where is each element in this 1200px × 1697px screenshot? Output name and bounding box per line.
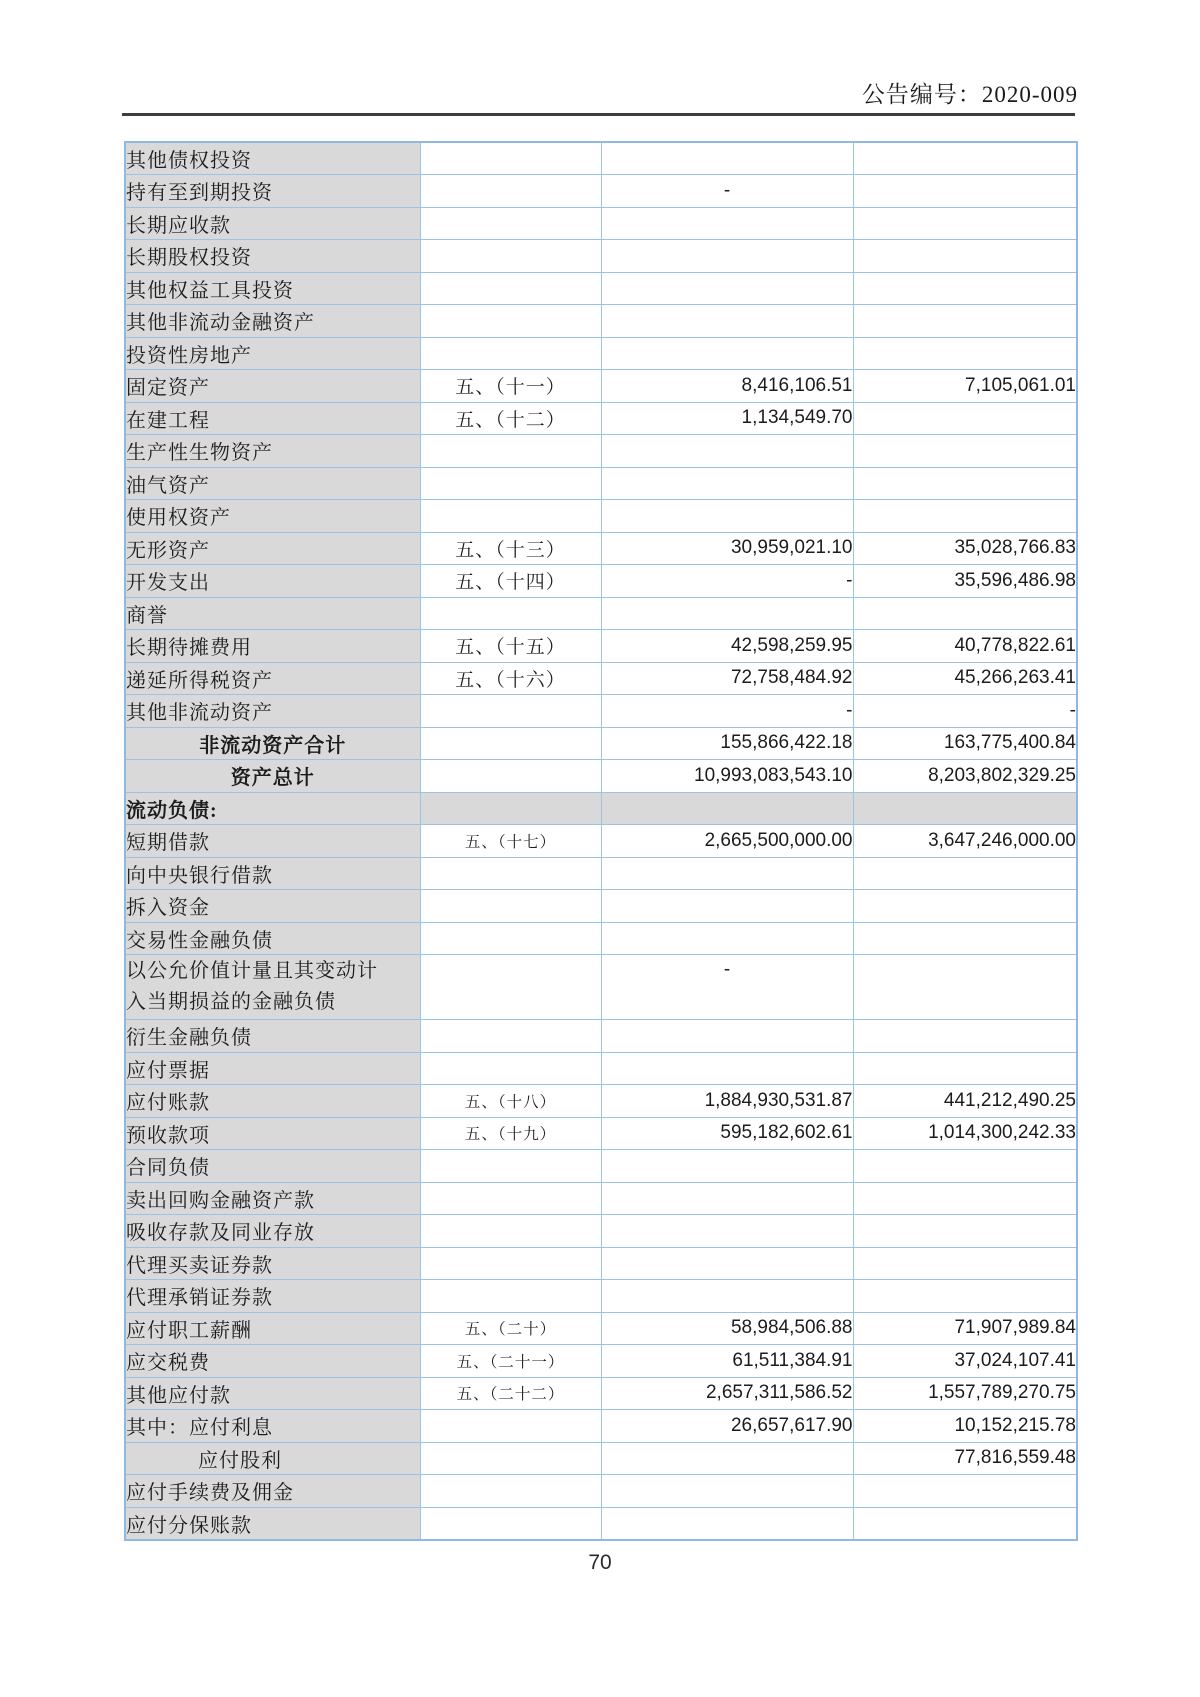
- item-label-cell: 应付分保账款: [125, 1507, 420, 1540]
- table-row: [125, 402, 1077, 435]
- note-ref-cell: 五、（二十二）: [420, 1377, 601, 1410]
- closing-balance-cell: [601, 922, 853, 955]
- table-row: [125, 1052, 1077, 1085]
- table-row: [125, 565, 1077, 598]
- closing-balance-cell: 72,758,484.92: [601, 662, 853, 695]
- note-ref-cell: [420, 727, 601, 760]
- item-label-cell: 应付手续费及佣金: [125, 1475, 420, 1508]
- opening-balance-cell: [853, 500, 1077, 533]
- balance-sheet-table: [124, 141, 1078, 1541]
- item-label-line1: 以公允价值计量且其变动计: [126, 960, 378, 982]
- opening-balance-cell: [853, 1182, 1077, 1215]
- item-label-cell: 代理买卖证券款: [125, 1247, 420, 1280]
- note-ref-cell: 五、（十七）: [420, 825, 601, 858]
- closing-balance-cell: [601, 1052, 853, 1085]
- item-label-cell: 应交税费: [125, 1345, 420, 1378]
- opening-balance-cell: [853, 305, 1077, 338]
- item-label-cell: 长期待摊费用: [125, 630, 420, 663]
- item-label-cell: 应付账款: [125, 1085, 420, 1118]
- table-row: [125, 1442, 1077, 1475]
- table-row: [125, 370, 1077, 403]
- table-row: [125, 1085, 1077, 1118]
- opening-balance-cell: [853, 597, 1077, 630]
- balance-sheet-body: [125, 142, 1077, 1540]
- closing-balance-cell: [601, 467, 853, 500]
- note-ref-cell: [420, 857, 601, 890]
- note-ref-cell: 五、（十二）: [420, 402, 601, 435]
- note-ref-cell: [420, 1150, 601, 1183]
- closing-balance-cell: 155,866,422.18: [601, 727, 853, 760]
- item-label-cell: 持有至到期投资: [125, 175, 420, 208]
- table-row: [125, 272, 1077, 305]
- table-row: [125, 727, 1077, 760]
- closing-balance-cell: 26,657,617.90: [601, 1410, 853, 1443]
- opening-balance-cell: [853, 792, 1077, 825]
- closing-balance-cell: [601, 1280, 853, 1313]
- table-row: [125, 792, 1077, 825]
- item-label-cell: 使用权资产: [125, 500, 420, 533]
- table-row: [125, 825, 1077, 858]
- item-label-cell: 长期股权投资: [125, 240, 420, 273]
- closing-balance-cell: [601, 305, 853, 338]
- note-ref-cell: [420, 792, 601, 825]
- note-ref-cell: [420, 1410, 601, 1443]
- opening-balance-cell: 1,557,789,270.75: [853, 1377, 1077, 1410]
- note-ref-cell: [420, 597, 601, 630]
- opening-balance-cell: [853, 1247, 1077, 1280]
- opening-balance-cell: [853, 1507, 1077, 1540]
- item-label-cell: 资产总计: [125, 760, 420, 793]
- table-row: [125, 467, 1077, 500]
- closing-balance-cell: [601, 1020, 853, 1053]
- table-row: [125, 1150, 1077, 1183]
- table-row: [125, 1507, 1077, 1540]
- opening-balance-cell: 3,647,246,000.00: [853, 825, 1077, 858]
- note-ref-cell: 五、（十五）: [420, 630, 601, 663]
- opening-balance-cell: 441,212,490.25: [853, 1085, 1077, 1118]
- table-row: [125, 1215, 1077, 1248]
- item-label-cell: 卖出回购金融资产款: [125, 1182, 420, 1215]
- table-row: [125, 597, 1077, 630]
- table-row: [125, 1345, 1077, 1378]
- table-row: [125, 532, 1077, 565]
- opening-balance-cell: 35,596,486.98: [853, 565, 1077, 598]
- closing-balance-cell: 1,134,549.70: [601, 402, 853, 435]
- item-label-cell: [125, 955, 420, 1020]
- opening-balance-cell: [853, 1215, 1077, 1248]
- table-row: [125, 1117, 1077, 1150]
- item-label-cell: 其他应付款: [125, 1377, 420, 1410]
- closing-balance-cell: 58,984,506.88: [601, 1312, 853, 1345]
- closing-balance-cell: 30,959,021.10: [601, 532, 853, 565]
- item-label-cell: 应付职工薪酬: [125, 1312, 420, 1345]
- note-ref-cell: 五、（十八）: [420, 1085, 601, 1118]
- item-label-cell: 商誉: [125, 597, 420, 630]
- closing-balance-cell: -: [601, 175, 853, 208]
- note-ref-cell: 五、（十六）: [420, 662, 601, 695]
- closing-balance-cell: 2,657,311,586.52: [601, 1377, 853, 1410]
- note-ref-cell: [420, 922, 601, 955]
- item-label-cell: 油气资产: [125, 467, 420, 500]
- item-label-cell: 无形资产: [125, 532, 420, 565]
- opening-balance-cell: [853, 435, 1077, 468]
- item-label-cell: 生产性生物资产: [125, 435, 420, 468]
- note-ref-cell: [420, 1020, 601, 1053]
- closing-balance-cell: 2,665,500,000.00: [601, 825, 853, 858]
- opening-balance-cell: [853, 240, 1077, 273]
- item-label-cell: 交易性金融负债: [125, 922, 420, 955]
- closing-balance-cell: [601, 337, 853, 370]
- table-row: [125, 500, 1077, 533]
- table-row: [125, 142, 1077, 175]
- note-ref-cell: [420, 240, 601, 273]
- item-label-cell: 非流动资产合计: [125, 727, 420, 760]
- table-row: [125, 760, 1077, 793]
- item-label-cell: 衍生金融负债: [125, 1020, 420, 1053]
- item-label-cell: 开发支出: [125, 565, 420, 598]
- table-row: [125, 1312, 1077, 1345]
- header-rule: [122, 113, 1075, 116]
- opening-balance-cell: [853, 207, 1077, 240]
- note-ref-cell: [420, 1475, 601, 1508]
- item-label-line2: 入当期损益的金融负债: [126, 991, 336, 1013]
- closing-balance-cell: 595,182,602.61: [601, 1117, 853, 1150]
- closing-balance-cell: [601, 1442, 853, 1475]
- closing-balance-cell: [601, 1150, 853, 1183]
- note-ref-cell: [420, 695, 601, 728]
- table-row: [125, 1377, 1077, 1410]
- opening-balance-cell: 7,105,061.01: [853, 370, 1077, 403]
- opening-balance-cell: 1,014,300,242.33: [853, 1117, 1077, 1150]
- item-label-cell: 在建工程: [125, 402, 420, 435]
- note-ref-cell: [420, 305, 601, 338]
- closing-balance-cell: [601, 142, 853, 175]
- opening-balance-cell: [853, 922, 1077, 955]
- opening-balance-cell: [853, 175, 1077, 208]
- note-ref-cell: [420, 760, 601, 793]
- opening-balance-cell: [853, 1475, 1077, 1508]
- note-ref-cell: [420, 1280, 601, 1313]
- opening-balance-cell: 8,203,802,329.25: [853, 760, 1077, 793]
- note-ref-cell: [420, 435, 601, 468]
- table-row: [125, 1280, 1077, 1313]
- note-ref-cell: [420, 142, 601, 175]
- item-label-cell: 应付票据: [125, 1052, 420, 1085]
- closing-balance-cell: [601, 597, 853, 630]
- item-label-cell: 长期应收款: [125, 207, 420, 240]
- table-row: [125, 695, 1077, 728]
- closing-balance-cell: [601, 1247, 853, 1280]
- note-ref-cell: [420, 1215, 601, 1248]
- closing-balance-cell: [601, 272, 853, 305]
- opening-balance-cell: [853, 1052, 1077, 1085]
- closing-balance-cell: 61,511,384.91: [601, 1345, 853, 1378]
- table-row: [125, 1182, 1077, 1215]
- note-ref-cell: [420, 1182, 601, 1215]
- table-row: [125, 662, 1077, 695]
- item-label-cell: 其他非流动资产: [125, 695, 420, 728]
- opening-balance-cell: 71,907,989.84: [853, 1312, 1077, 1345]
- item-label-cell: 投资性房地产: [125, 337, 420, 370]
- opening-balance-cell: 37,024,107.41: [853, 1345, 1077, 1378]
- table-row: [125, 857, 1077, 890]
- closing-balance-cell: 1,884,930,531.87: [601, 1085, 853, 1118]
- note-ref-cell: [420, 955, 601, 1020]
- item-label-cell: 其他权益工具投资: [125, 272, 420, 305]
- closing-balance-cell: [601, 857, 853, 890]
- note-ref-cell: [420, 175, 601, 208]
- table-row: [125, 1410, 1077, 1443]
- closing-balance-cell: [601, 1182, 853, 1215]
- item-label-cell: 吸收存款及同业存放: [125, 1215, 420, 1248]
- closing-balance-cell: [601, 1215, 853, 1248]
- closing-balance-cell: [601, 792, 853, 825]
- opening-balance-cell: -: [853, 695, 1077, 728]
- table-row: [125, 435, 1077, 468]
- closing-balance-cell: -: [601, 565, 853, 598]
- item-label-cell: 代理承销证券款: [125, 1280, 420, 1313]
- item-label-cell: 短期借款: [125, 825, 420, 858]
- table-row: [125, 1247, 1077, 1280]
- announcement-number: 公告编号：2020-009: [861, 82, 1078, 107]
- opening-balance-cell: [853, 402, 1077, 435]
- note-ref-cell: [420, 337, 601, 370]
- note-ref-cell: 五、（十一）: [420, 370, 601, 403]
- table-row: [125, 1475, 1077, 1508]
- opening-balance-cell: 77,816,559.48: [853, 1442, 1077, 1475]
- note-ref-cell: [420, 1247, 601, 1280]
- closing-balance-cell: 8,416,106.51: [601, 370, 853, 403]
- table-row: [125, 175, 1077, 208]
- opening-balance-cell: 45,266,263.41: [853, 662, 1077, 695]
- note-ref-cell: 五、（二十一）: [420, 1345, 601, 1378]
- item-label-cell: 递延所得税资产: [125, 662, 420, 695]
- opening-balance-cell: [853, 142, 1077, 175]
- item-label-cell: 拆入资金: [125, 890, 420, 923]
- closing-balance-cell: [601, 1475, 853, 1508]
- opening-balance-cell: [853, 1280, 1077, 1313]
- opening-balance-cell: [853, 337, 1077, 370]
- note-ref-cell: 五、（十九）: [420, 1117, 601, 1150]
- table-row: [125, 955, 1077, 1020]
- note-ref-cell: [420, 500, 601, 533]
- item-label-cell: 固定资产: [125, 370, 420, 403]
- closing-balance-cell: [601, 435, 853, 468]
- note-ref-cell: [420, 467, 601, 500]
- note-ref-cell: [420, 890, 601, 923]
- closing-balance-cell: [601, 207, 853, 240]
- note-ref-cell: 五、（二十）: [420, 1312, 601, 1345]
- item-label-cell: 应付股利: [125, 1442, 420, 1475]
- item-label-cell: 其中：应付利息: [125, 1410, 420, 1443]
- opening-balance-cell: [853, 467, 1077, 500]
- table-row: [125, 890, 1077, 923]
- page-number: 70: [588, 1551, 612, 1574]
- closing-balance-cell: -: [601, 695, 853, 728]
- opening-balance-cell: [853, 272, 1077, 305]
- note-ref-cell: [420, 1052, 601, 1085]
- closing-balance-cell: [601, 890, 853, 923]
- item-label-cell: 合同负债: [125, 1150, 420, 1183]
- closing-balance-cell: [601, 500, 853, 533]
- note-ref-cell: [420, 207, 601, 240]
- opening-balance-cell: [853, 890, 1077, 923]
- item-label-cell: 其他债权投资: [125, 142, 420, 175]
- closing-balance-cell: [601, 1507, 853, 1540]
- table-row: [125, 207, 1077, 240]
- table-row: [125, 922, 1077, 955]
- opening-balance-cell: [853, 955, 1077, 1020]
- opening-balance-cell: [853, 1020, 1077, 1053]
- table-row: [125, 337, 1077, 370]
- opening-balance-cell: 35,028,766.83: [853, 532, 1077, 565]
- table-row: [125, 240, 1077, 273]
- closing-balance-cell: -: [601, 955, 853, 1020]
- closing-balance-cell: 10,993,083,543.10: [601, 760, 853, 793]
- table-row: [125, 1020, 1077, 1053]
- item-label-cell: 预收款项: [125, 1117, 420, 1150]
- opening-balance-cell: [853, 1150, 1077, 1183]
- note-ref-cell: [420, 1442, 601, 1475]
- item-label-cell: 流动负债:: [125, 792, 420, 825]
- item-label-cell: 向中央银行借款: [125, 857, 420, 890]
- table-row: [125, 305, 1077, 338]
- item-label-cell: 其他非流动金融资产: [125, 305, 420, 338]
- opening-balance-cell: 163,775,400.84: [853, 727, 1077, 760]
- opening-balance-cell: 10,152,215.78: [853, 1410, 1077, 1443]
- note-ref-cell: [420, 1507, 601, 1540]
- closing-balance-cell: 42,598,259.95: [601, 630, 853, 663]
- note-ref-cell: 五、（十四）: [420, 565, 601, 598]
- closing-balance-cell: [601, 240, 853, 273]
- opening-balance-cell: 40,778,822.61: [853, 630, 1077, 663]
- note-ref-cell: 五、（十三）: [420, 532, 601, 565]
- note-ref-cell: [420, 272, 601, 305]
- table-row: [125, 630, 1077, 663]
- opening-balance-cell: [853, 857, 1077, 890]
